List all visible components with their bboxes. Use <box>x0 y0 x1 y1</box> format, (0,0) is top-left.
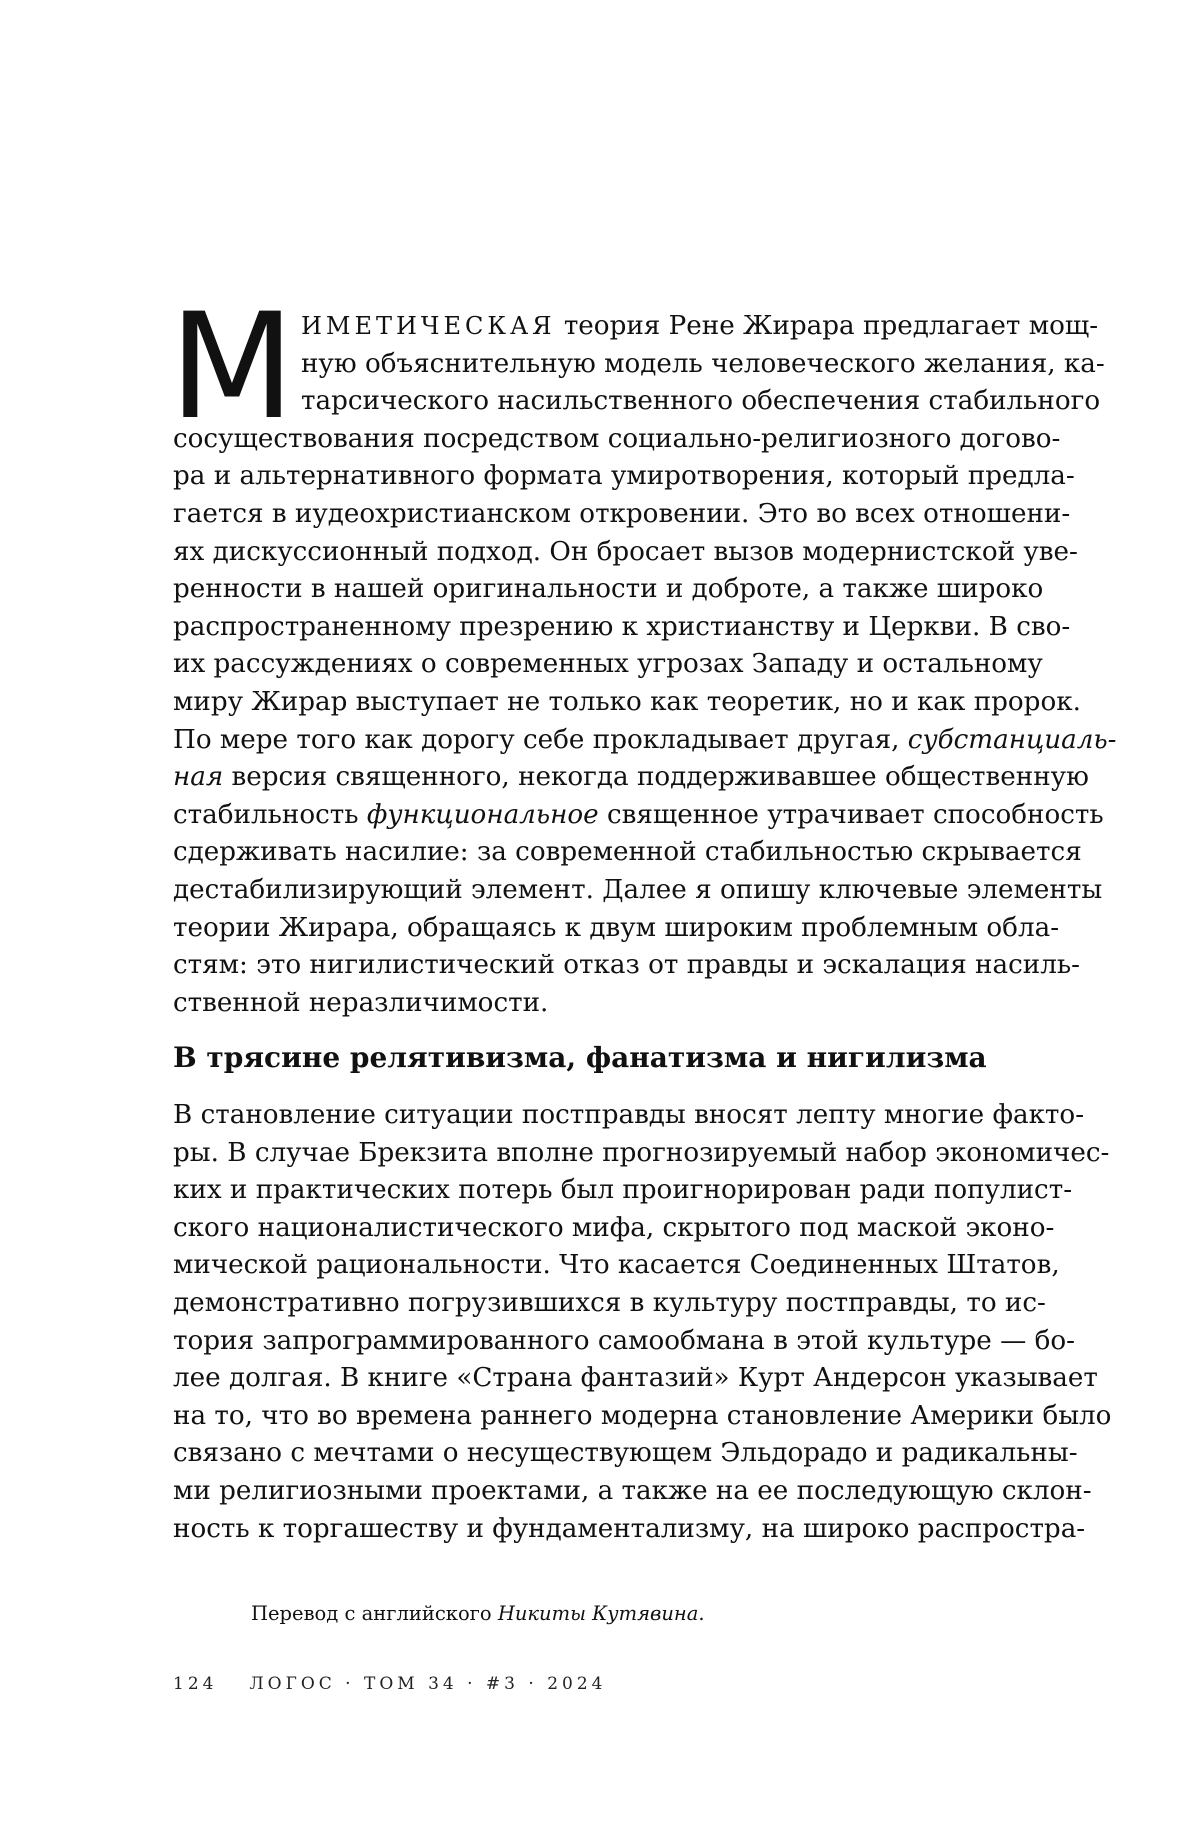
text-line: сдерживать насилие: за современной стабильностью скрывается <box>173 837 1082 868</box>
text-line: на то, что во времена раннего модерна становление Америки было <box>173 1400 1112 1431</box>
text-line: тория запрограммированного самообмана в этой культуре — бо- <box>173 1325 1075 1356</box>
text-line: мической рациональности. Что касается Соединенных Штатов, <box>173 1250 1060 1281</box>
text-line: лее долгая. В книге «Страна фантазий» Курт Андерсон указывает <box>173 1363 1098 1394</box>
journal-info: ЛОГОС · ТОМ 34 · #3 · 2024 <box>249 1674 607 1694</box>
page-number: 124 <box>173 1674 218 1694</box>
text-line: тарсического насильственного обеспечения стабильного <box>300 386 1101 417</box>
emphasis: ная <box>173 762 224 793</box>
intro-paragraph <box>169 282 1117 1022</box>
text-line: ственной неразличимости. <box>173 987 549 1018</box>
text-line: ную объяснительную модель человеческого желания, ка- <box>300 348 1105 379</box>
translator-name: Никиты Кутявина <box>497 1602 699 1625</box>
small-caps-opening: ИМЕТИЧЕСКАЯ <box>300 312 556 340</box>
text-line: миру Жирар выступает не только как теоретик, но и как пророк. <box>173 686 1081 717</box>
text-line: демонстративно погрузившихся в культуру постправды, то ис- <box>173 1287 1046 1318</box>
page <box>169 0 1117 1844</box>
emphasis: функциональное <box>366 799 599 830</box>
text-line: гается в иудеохристианском откровении. Это во всех отношени- <box>173 498 1071 529</box>
text-line: По мере того как дорогу себе прокладывает другая, субстанциаль- <box>173 724 1117 755</box>
emphasis: субстанциаль- <box>907 724 1117 755</box>
text-line: ми религиозными проектами, а также на ее последующую склон- <box>173 1475 1092 1506</box>
translator-note: Перевод с английского Никиты Кутявина. <box>251 1602 705 1625</box>
text-line: ность к торгашеству и фундаментализму, на широко распростра- <box>173 1513 1086 1544</box>
text-line: сосуществования посредством социально-религиозного догово- <box>173 423 1061 454</box>
text-line: стям: это нигилистический отказ от правды и эскалация насиль- <box>173 950 1080 981</box>
text-line: стабильность функциональное священное утрачивает способность <box>173 799 1104 830</box>
text-line: ренности в нашей оригинальности и доброте, а также широко <box>173 574 1044 605</box>
text-line: дестабилизирующий элемент. Далее я опишу ключевые элементы <box>173 874 1103 905</box>
text-line: распространенному презрению к христианству и Церкви. В сво- <box>173 611 1071 642</box>
page-footer <box>173 1674 606 1694</box>
text-line: ких и практических потерь был проигнорирован ради популист- <box>173 1175 1073 1206</box>
text-line: ная версия священного, некогда поддерживавшее общественную <box>173 762 1089 793</box>
text-line: ского националистического мифа, скрытого под маской эконо- <box>173 1212 1055 1243</box>
text-line: ях дискуссионный подход. Он бросает вызов модернистской уве- <box>173 536 1078 567</box>
text-line: их рассуждениях о современных угрозах Западу и остальному <box>173 649 1043 680</box>
text-line: ИМЕТИЧЕСКАЯ теория Рене Жирара предлагает мощ- <box>300 311 1099 341</box>
text-line: В становление ситуации постправды вносят лепту многие факто- <box>173 1100 1085 1130</box>
text-line: ры. В случае Брекзита вполне прогнозируемый набор экономичес- <box>173 1137 1110 1168</box>
section-paragraph <box>173 1097 1112 1548</box>
text-line: теории Жирара, обращаясь к двум широким проблемным обла- <box>173 912 1060 943</box>
text-line: связано с мечтами о несуществующем Эльдорадо и радикальны- <box>173 1438 1078 1469</box>
text-line: ра и альтернативного формата умиротворения, который предла- <box>173 461 1075 492</box>
drop-cap: М <box>169 282 293 452</box>
section-heading: В трясине релятивизма, фанатизма и нигилизма <box>173 1041 987 1074</box>
